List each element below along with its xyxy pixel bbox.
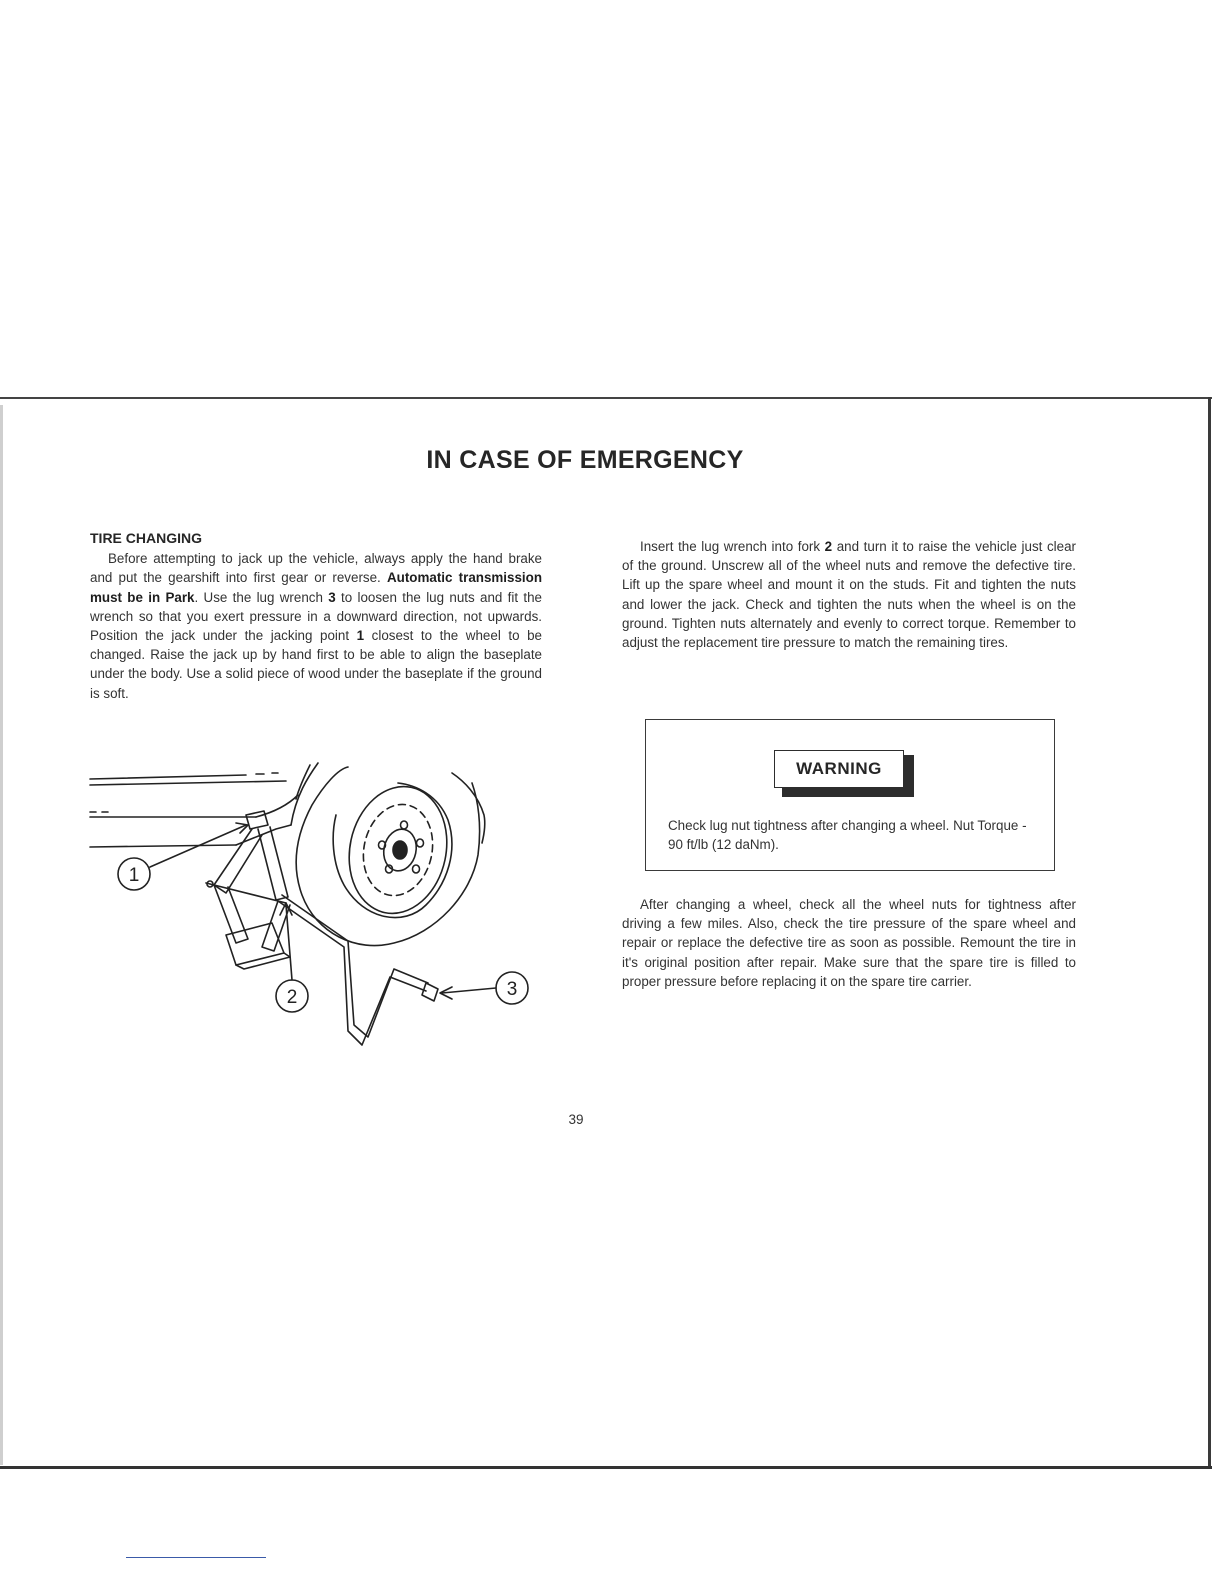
callout-1-label: 1 <box>128 865 140 886</box>
body-text: Insert the lug wrench into fork <box>640 539 825 554</box>
section-heading: TIRE CHANGING <box>90 530 202 546</box>
bold-text: 3 <box>328 589 336 605</box>
jack-upper-arm <box>214 829 262 893</box>
callout-2-leader <box>286 905 292 980</box>
tire-changing-illustration <box>86 755 556 1060</box>
lug-nut <box>401 821 408 829</box>
page-bottom-rule <box>0 1466 1212 1469</box>
wheel-arch <box>291 763 318 825</box>
page-right-edge <box>1208 397 1211 1469</box>
lug-nut <box>413 865 420 873</box>
callout-3-label: 3 <box>506 979 518 1000</box>
warning-box <box>645 719 1055 871</box>
car-body-line <box>256 795 298 817</box>
warning-badge <box>774 750 912 794</box>
procedure-paragraph <box>622 537 1076 652</box>
body-text: . Use the lug wrench <box>194 589 329 605</box>
wrench-socket <box>422 983 438 1001</box>
bold-text: Automatic transmission must be in Park <box>90 570 542 605</box>
car-body-line <box>90 845 236 847</box>
bold-text: 1 <box>356 628 365 644</box>
page-top-rule <box>0 397 1212 399</box>
footer-rule <box>126 1557 266 1558</box>
tire-changing-section <box>90 529 542 703</box>
page-title: IN CASE OF EMERGENCY <box>426 446 744 474</box>
body-text: closest to the wheel to be changed. Raise the jack up by hand first to be able to align the baseplate under the body. Use a solid piece of wood under the baseplate if the ground is soft. <box>90 628 542 701</box>
after-changing-paragraph <box>622 895 1076 991</box>
bold-text: 2 <box>824 539 833 554</box>
car-body-line <box>90 781 286 785</box>
warning-label: WARNING <box>774 750 904 788</box>
page-number: 39 <box>568 1112 584 1127</box>
tire-outer <box>296 767 480 946</box>
wheel-hub-cap <box>393 841 407 859</box>
jack-base <box>226 923 284 965</box>
body-text: Before attempting to jack up the vehicle, always apply the hand brake and put the gearshift into first gear or reverse. <box>90 551 542 586</box>
wheel-arch <box>296 765 310 799</box>
jack-head <box>246 811 268 829</box>
warning-text: Check lug nut tightness after changing a wheel. Nut Torque - 90 ft/lb (12 daNm). <box>668 818 1027 852</box>
lug-nut <box>417 839 424 847</box>
body-text: After changing a wheel, check all the wheel nuts for tightness after driving a few miles. Also, check the tire pressure of the spare wheel and repair or replace the defective tire as soon as possible. Remount the tire in it's original position after repair. Make sure that the spare tire is filled to proper pressure before replacing it on the spare tire carrier. <box>622 897 1076 989</box>
body-text: to loosen the lug nuts and fit the wrench so that you exert pressure in a downward direction, not upwards. Position the jack under the jacking point <box>90 589 542 644</box>
body-text: and turn it to raise the vehicle just clear of the ground. Unscrew all of the wheel nuts and remove the defective tire. Lift up the spare wheel and mount it on the studs. Fit and tighten the nuts and lower the jack. Check and tighten the nuts when the wheel is on the ground. Tighten nuts alternately and evenly to correct torque. Remember to adjust the replacement tire pressure to match the remaining tires. <box>622 539 1077 651</box>
jack-base <box>236 953 290 969</box>
car-body-line <box>90 773 278 779</box>
jack-upper-arm <box>258 827 288 900</box>
callout-2-label: 2 <box>286 987 298 1008</box>
page-left-edge <box>0 405 3 1465</box>
